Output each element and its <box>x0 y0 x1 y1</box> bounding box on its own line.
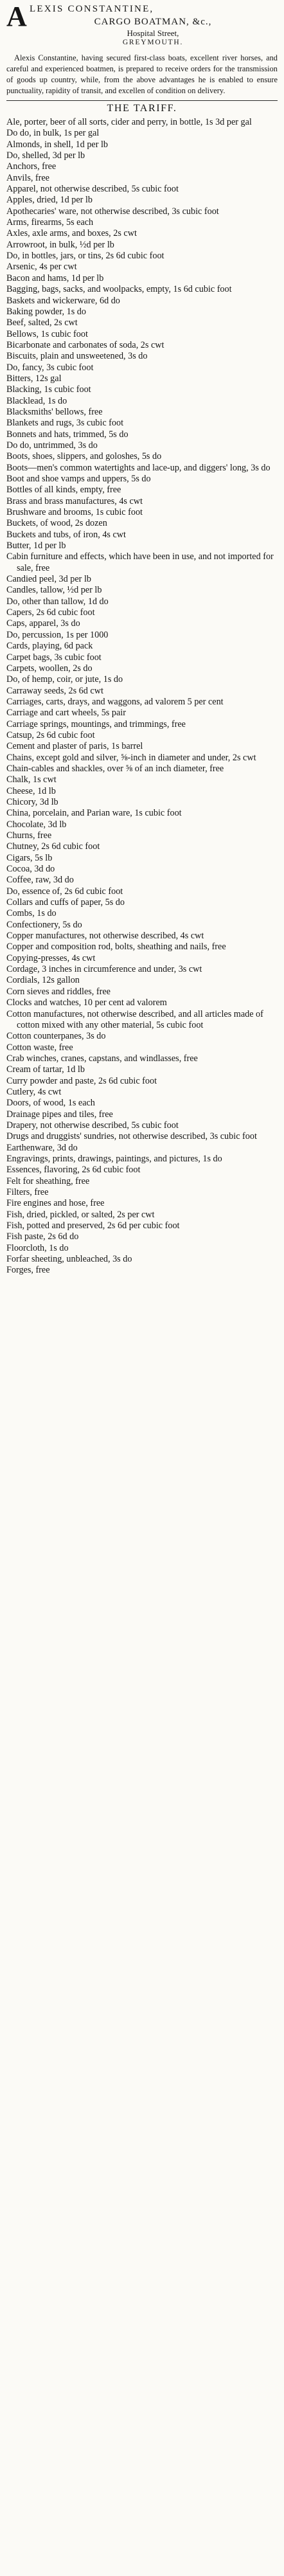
drop-cap-letter: A <box>6 1 27 32</box>
tariff-item: Engravings, prints, drawings, paintings, and pictures, 1s do <box>6 1153 222 1164</box>
tariff-heading: THE TARIFF. <box>107 103 177 114</box>
tariff-item: Floorcloth, 1s do <box>6 1242 69 1253</box>
tariff-item: Copper and composition rod, bolts, sheathing and nails, free <box>6 942 226 953</box>
tariff-item: Drainage pipes and tiles, free <box>6 1109 113 1120</box>
tariff-item: Drugs and druggists' sundries, not otherwise described, 3s cubic foot <box>6 1131 257 1142</box>
tariff-item: Essences, flavoring, 2s 6d cubic foot <box>6 1165 141 1176</box>
tariff-item: Beef, salted, 2s cwt <box>6 318 78 328</box>
tariff-item: Bonnets and hats, trimmed, 5s do <box>6 429 129 440</box>
tariff-item: Filters, free <box>6 1187 49 1197</box>
tariff-item: Churns, free <box>6 830 52 841</box>
tariff-item: Axles, axle arms, and boxes, 2s cwt <box>6 228 137 239</box>
tariff-item: Cabin furniture and effects, which have been in use, and not imported for sale, free <box>6 551 274 573</box>
tariff-item: Carriage springs, mountings, and trimmings, free <box>6 719 186 729</box>
advertiser-town: GREYMOUTH. <box>122 39 184 46</box>
tariff-item: Anvils, free <box>6 172 49 183</box>
advertiser-name: LEXIS CONSTANTINE, <box>30 4 154 14</box>
tariff-item: Do, in bottles, jars, or tins, 2s 6d cubic foot <box>6 251 164 262</box>
tariff-item: Copying-presses, 4s cwt <box>6 953 96 963</box>
tariff-item: Bacon and hams, 1d per lb <box>6 273 104 283</box>
tariff-item: Ale, porter, beer of all sorts, cider and perry, in bottle, 1s 3d per gal <box>6 117 252 127</box>
tariff-item: Chain-cables and shackles, over ⅝ of an inch diameter, free <box>6 763 224 774</box>
tariff-item: Bicarbonate and carbonates of soda, 2s cwt <box>6 339 164 350</box>
tariff-item: Cards, playing, 6d pack <box>6 641 93 652</box>
tariff-item: Blankets and rugs, 3s cubic foot <box>6 418 124 429</box>
tariff-item: Cheese, 1d lb <box>6 785 56 796</box>
tariff-item: Capers, 2s 6d cubic foot <box>6 607 95 618</box>
tariff-item: Copper manufactures, not otherwise described, 4s cwt <box>6 931 204 942</box>
tariff-item: Candied peel, 3d per lb <box>6 574 91 585</box>
tariff-item: Arrowroot, in bulk, ½d per lb <box>6 239 114 250</box>
tariff-item: China, porcelain, and Parian ware, 1s cubic foot <box>6 808 182 819</box>
tariff-item: Carpet bags, 3s cubic foot <box>6 652 102 663</box>
tariff-item: Caps, apparel, 3s do <box>6 618 80 629</box>
tariff-item: Collars and cuffs of paper, 5s do <box>6 897 125 908</box>
tariff-item: Cocoa, 3d do <box>6 864 55 875</box>
tariff-item: Earthenware, 3d do <box>6 1142 78 1153</box>
tariff-item: Bitters, 12s gal <box>6 373 62 384</box>
tariff-item: Do, shelled, 3d per lb <box>6 150 85 161</box>
tariff-item: Apothecaries' ware, not otherwise described, 3s cubic foot <box>6 206 219 217</box>
tariff-list <box>6 117 278 1276</box>
tariff-item: Baskets and wickerware, 6d do <box>6 295 120 306</box>
tariff-item: Cotton manufactures, not otherwise described, and all articles made of cotton mixed with any other material, 5s cubic foot <box>6 1008 263 1030</box>
tariff-item: Bagging, bags, sacks, and woolpacks, empty, 1s 6d cubic foot <box>6 284 232 295</box>
tariff-item: Catsup, 2s 6d cubic foot <box>6 729 95 740</box>
tariff-item: Boots, shoes, slippers, and goloshes, 5s do <box>6 451 162 462</box>
tariff-item: Cutlery, 4s cwt <box>6 1086 62 1097</box>
tariff-item: Crab winches, cranes, capstans, and windlasses, free <box>6 1053 198 1064</box>
tariff-item: Carraway seeds, 2s 6d cwt <box>6 685 103 696</box>
tariff-item: Baking powder, 1s do <box>6 306 86 317</box>
tariff-item: Buckets and tubs, of iron, 4s cwt <box>6 529 126 540</box>
tariff-item: Do, essence of, 2s 6d cubic foot <box>6 886 123 897</box>
tariff-item: Chalk, 1s cwt <box>6 774 57 785</box>
tariff-item: Bottles of all kinds, empty, free <box>6 485 121 496</box>
tariff-item: Fish, dried, pickled, or salted, 2s per cwt <box>6 1209 155 1220</box>
tariff-item: Butter, 1d per lb <box>6 541 66 551</box>
tariff-item: Blacklead, 1s do <box>6 395 67 406</box>
tariff-item: Blacksmiths' bellows, free <box>6 406 103 417</box>
tariff-item: Fish paste, 2s 6d do <box>6 1231 79 1242</box>
tariff-item: Cream of tartar, 1d lb <box>6 1064 85 1075</box>
tariff-item: Cordials, 12s gallon <box>6 975 80 986</box>
advertisement-header <box>6 3 278 48</box>
tariff-item: Carriage and cart wheels, 5s pair <box>6 708 126 719</box>
tariff-item: Do, fancy, 3s cubic foot <box>6 362 94 373</box>
tariff-item: Arsenic, 4s per cwt <box>6 262 77 273</box>
tariff-item: Chicory, 3d lb <box>6 796 58 807</box>
tariff-item: Cotton waste, free <box>6 1042 73 1053</box>
tariff-item: Drapery, not otherwise described, 5s cubic foot <box>6 1120 179 1131</box>
advertiser-occupation: CARGO BOATMAN, &c., <box>94 17 212 27</box>
tariff-item: Almonds, in shell, 1d per lb <box>6 139 109 150</box>
tariff-item: Apples, dried, 1d per lb <box>6 195 93 206</box>
tariff-item: Combs, 1s do <box>6 908 57 919</box>
tariff-item: Cement and plaster of paris, 1s barrel <box>6 741 143 752</box>
tariff-item: Curry powder and paste, 2s 6d cubic foot <box>6 1075 157 1086</box>
tariff-item: Cordage, 3 inches in circumference and under, 3s cwt <box>6 964 202 975</box>
tariff-item: Corn sieves and riddles, free <box>6 986 111 997</box>
tariff-item: Coffee, raw, 3d do <box>6 875 74 886</box>
tariff-item: Cotton counterpanes, 3s do <box>6 1031 106 1042</box>
tariff-item: Do do, untrimmed, 3s do <box>6 440 98 451</box>
tariff-item: Do, of hemp, coir, or jute, 1s do <box>6 674 123 685</box>
tariff-item: Carpets, woollen, 2s do <box>6 663 93 674</box>
tariff-item: Do, percussion, 1s per 1000 <box>6 629 109 640</box>
tariff-item: Do do, in bulk, 1s per gal <box>6 128 100 139</box>
tariff-item: Chutney, 2s 6d cubic foot <box>6 841 100 852</box>
tariff-item: Buckets, of wood, 2s dozen <box>6 518 107 529</box>
tariff-item: Chocolate, 3d lb <box>6 819 67 830</box>
tariff-item: Felt for sheathing, free <box>6 1176 90 1186</box>
tariff-item: Confectionery, 5s do <box>6 919 82 930</box>
tariff-item: Bellows, 1s cubic foot <box>6 328 88 339</box>
tariff-item: Blacking, 1s cubic foot <box>6 384 91 395</box>
tariff-item: Forges, free <box>6 1265 50 1276</box>
tariff-item: Carriages, carts, drays, and waggons, ad valorem 5 per cent <box>6 696 224 707</box>
tariff-item: Doors, of wood, 1s each <box>6 1098 95 1109</box>
tariff-item: Anchors, free <box>6 161 57 172</box>
tariff-item: Candles, tallow, ½d per lb <box>6 585 102 596</box>
tariff-item: Brass and brass manufactures, 4s cwt <box>6 496 143 506</box>
tariff-item: Apparel, not otherwise described, 5s cubic foot <box>6 184 179 195</box>
section-divider <box>6 100 278 101</box>
tariff-item: Biscuits, plain and unsweetened, 3s do <box>6 351 148 362</box>
tariff-item: Do, other than tallow, 1d do <box>6 596 109 607</box>
tariff-item: Fire engines and hose, free <box>6 1198 105 1209</box>
tariff-item: Forfar sheeting, unbleached, 3s do <box>6 1254 132 1265</box>
tariff-item: Chains, except gold and silver, ⅝-inch in diameter and under, 2s cwt <box>6 752 256 763</box>
tariff-item: Cigars, 5s lb <box>6 852 53 863</box>
advertiser-address: Hospital Street, <box>127 28 179 38</box>
tariff-item: Boot and shoe vamps and uppers, 5s do <box>6 474 151 484</box>
header-text-block <box>28 3 278 48</box>
tariff-item: Arms, firearms, 5s each <box>6 217 94 228</box>
tariff-item: Clocks and watches, 10 per cent ad valorem <box>6 997 167 1008</box>
tariff-item: Fish, potted and preserved, 2s 6d per cubic foot <box>6 1221 180 1231</box>
tariff-item: Boots—men's common watertights and lace-up, and diggers' long, 3s do <box>6 462 271 473</box>
intro-paragraph: Alexis Constantine, having secured first-class boats, excellent river horses, and careful and experienced boatmen, is prepared to receive orders for the transmission of goods up country, while, from the above advantages he is enabled to ensure punctuality, rapidity of transit, and excellen of condition on delivery. <box>6 53 278 95</box>
tariff-item: Brushware and brooms, 1s cubic foot <box>6 507 143 518</box>
